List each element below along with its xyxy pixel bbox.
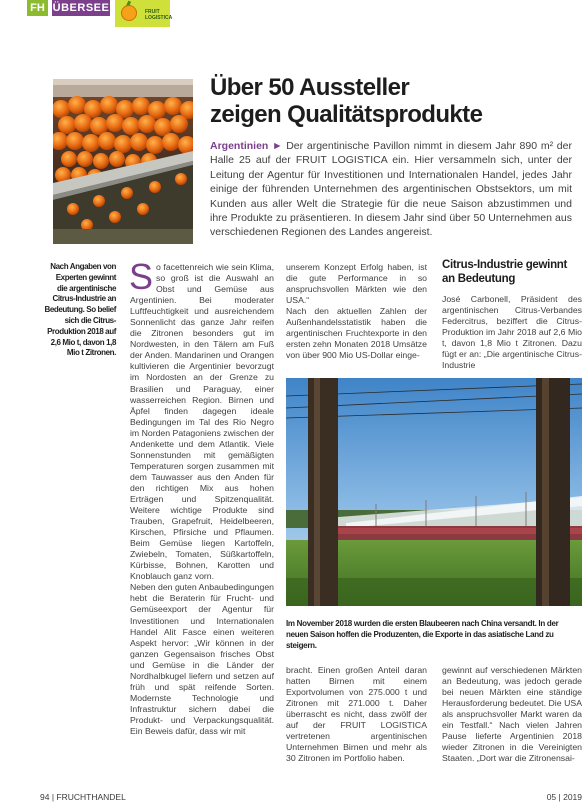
body-column-3-lower — [442, 665, 582, 764]
page-footer-left: 94 | FRUCHTHANDEL — [40, 792, 126, 802]
title-line-1: Über 50 Aussteller — [210, 74, 410, 101]
body-column-3 — [442, 294, 582, 371]
section-subhead: Citrus-Industrie gewinnt an Bedeutung — [442, 259, 568, 285]
lead-text: Der argentinische Pavillon nimmt in diesem Jahr 890 m² der Halle 25 auf der FRUIT LOGISTICA ein. Hier versammeln sich, unter der Leitung der Agentur für Investitionen und Internationalen Handel, jedes Jahr einige der führenden Unternehmen des argentinischen Obstsektors, um mit Kunden aus aller Welt die Strategie für die neue Saison abzustimmen und ihre Produkte zu präsentieren. In diesem Jahr sind über 50 Unternehmen aus verschiedenen Regionen des Landes angereist. — [210, 140, 572, 239]
page-footer-right: 05 | 2019 — [546, 792, 582, 802]
body-paragraph: unserem Konzept Erfolg haben, ist die gute Performance in so anspruchsvollen Märkten wie den USA.“ — [286, 262, 427, 306]
lead-keyword: Argentinien ► — [210, 140, 283, 152]
body-paragraph: bracht. Einen großen Anteil daran hatten Birnen mit einem Exportvolumen von 275.000 t und Zitronen mit 271.000 t. Daher überrascht es nicht, dass zwölf der auf der FRUIT LOGISTICA vertretenen argentinischen Unternehmen Birnen und mehr als 30 Zitronen im Portfolio haben. — [286, 665, 427, 764]
blueberry-orchard-photo — [286, 378, 582, 606]
body-paragraph: Nach den aktuellen Zahlen der Außenhandelsstatistik haben die argentinischen Fruchtexporte in den ersten zehn Monaten 2018 Umsätze von über 900 Mio US-Dollar einge- — [286, 306, 427, 361]
lead-paragraph — [210, 139, 572, 240]
body-column-2 — [286, 262, 427, 361]
citrus-conveyor-photo — [53, 79, 193, 244]
photo-caption: Im November 2018 wurden die ersten Blaubeeren nach China versandt. In der neuen Saison hoffen die Produzenten, die Exporte in das asiatische Land zu steigern. — [286, 619, 559, 650]
body-paragraph: Neben den guten Anbaubedingungen hebt die Beraterin für Frucht- und Gemüseexport der Agentur für Investitionen und Internationalen Handel Alit Fasce einen weiteren Aspekt hervor: „Wir können in der ganzen Gegensaison frisches Obst und Gemüse in die Länder der Nordhalbkugel liefern und setzen auf früh und spät reifende Sorten. Modernste Technologie und Infrastruktur sichern dabei die Produkt- und Verpackungsqualität. Ein Beweis dafür, dass wir mit — [130, 582, 274, 736]
side-note: Nach Angaben von Experten gewinnt die argentinische Citrus-Industrie an Bedeutung. So belief sich die Citrus-Produktion 2018 auf 2,6 Mio t, davon 1,8 Mio t Zitronen. — [44, 262, 116, 358]
body-paragraph: José Carbonell, Präsident des argentinischen Citrus-Verbandes Federcitrus, beziffert die Citrus-Produktion im Jahr 2018 auf 2,6 Mio t, davon 1,8 Mio t Zitronen. Dazu fügt er an: „Die argentinische Citrus-Industrie — [442, 294, 582, 371]
section-code-badge: FH — [27, 0, 48, 16]
title-line-2: zeigen Qualitätsprodukte — [210, 101, 483, 128]
body-paragraph: gewinnt auf verschiedenen Märkten an Bedeutung, was jedoch gerade bei neuen Märkten eine ständige Herausforderung bedeutet. Die USA als anspruchsvoller Markt waren da ein Testfall.“ Nach vielen Jahren Pause lieferte Argentinien 2018 wieder Zitronen in die Vereinigten Staaten. „Dort war die Zitronensai- — [442, 665, 582, 764]
fruit-logistica-logo — [115, 0, 173, 27]
body-column-1 — [129, 256, 274, 737]
drop-cap: S — [129, 256, 154, 297]
logo-fruit-icon — [121, 5, 137, 21]
body-paragraph: o facettenreich wie sein Klima, so groß ist die Auswahl an Obst und Gemüse aus Argentinien. Bei moderater Luftfeuchtigkeit und ausreichendem Sonnenlicht das ganze Jahr reifen die Zitronen besonders gut im Nordwesten, in den Tälern am Fuß der Anden. Mandarinen und Orangen kultivieren die Argentinier bevorzugt im Nordosten an der Grenze zu Brasilien und Paraguay, einer wasserreichen Region. Birnen und Äpfel finden dagegen ideale Bedingungen im Tal des Rio Negro im Norden Patagoniens zwischen der Andenkette und dem Atlantik. Viele Sonnenstunden mit gemäßigten Temperaturen sorgen zusammen mit dem Tauwasser aus den Anden für den richtigen Mix aus hohen Erträgen und Spitzenqualität. Weitere wichtige Produkte sind Trauben, Grapefruit, Heidelbeeren, Kirschen, Pfirsiche und Pflaumen. Beim Gemüse liegen Kartoffeln, Zwiebeln, Tomaten, Süßkartoffeln, Kürbisse, Bohnen, Karotten und Knoblauch ganz vorn. — [130, 262, 274, 582]
section-label-badge: ÜBERSEE — [52, 2, 110, 14]
logo-text: FRUIT LOGISTICA — [145, 9, 173, 21]
body-column-2-lower — [286, 665, 427, 764]
article-title — [210, 74, 570, 128]
